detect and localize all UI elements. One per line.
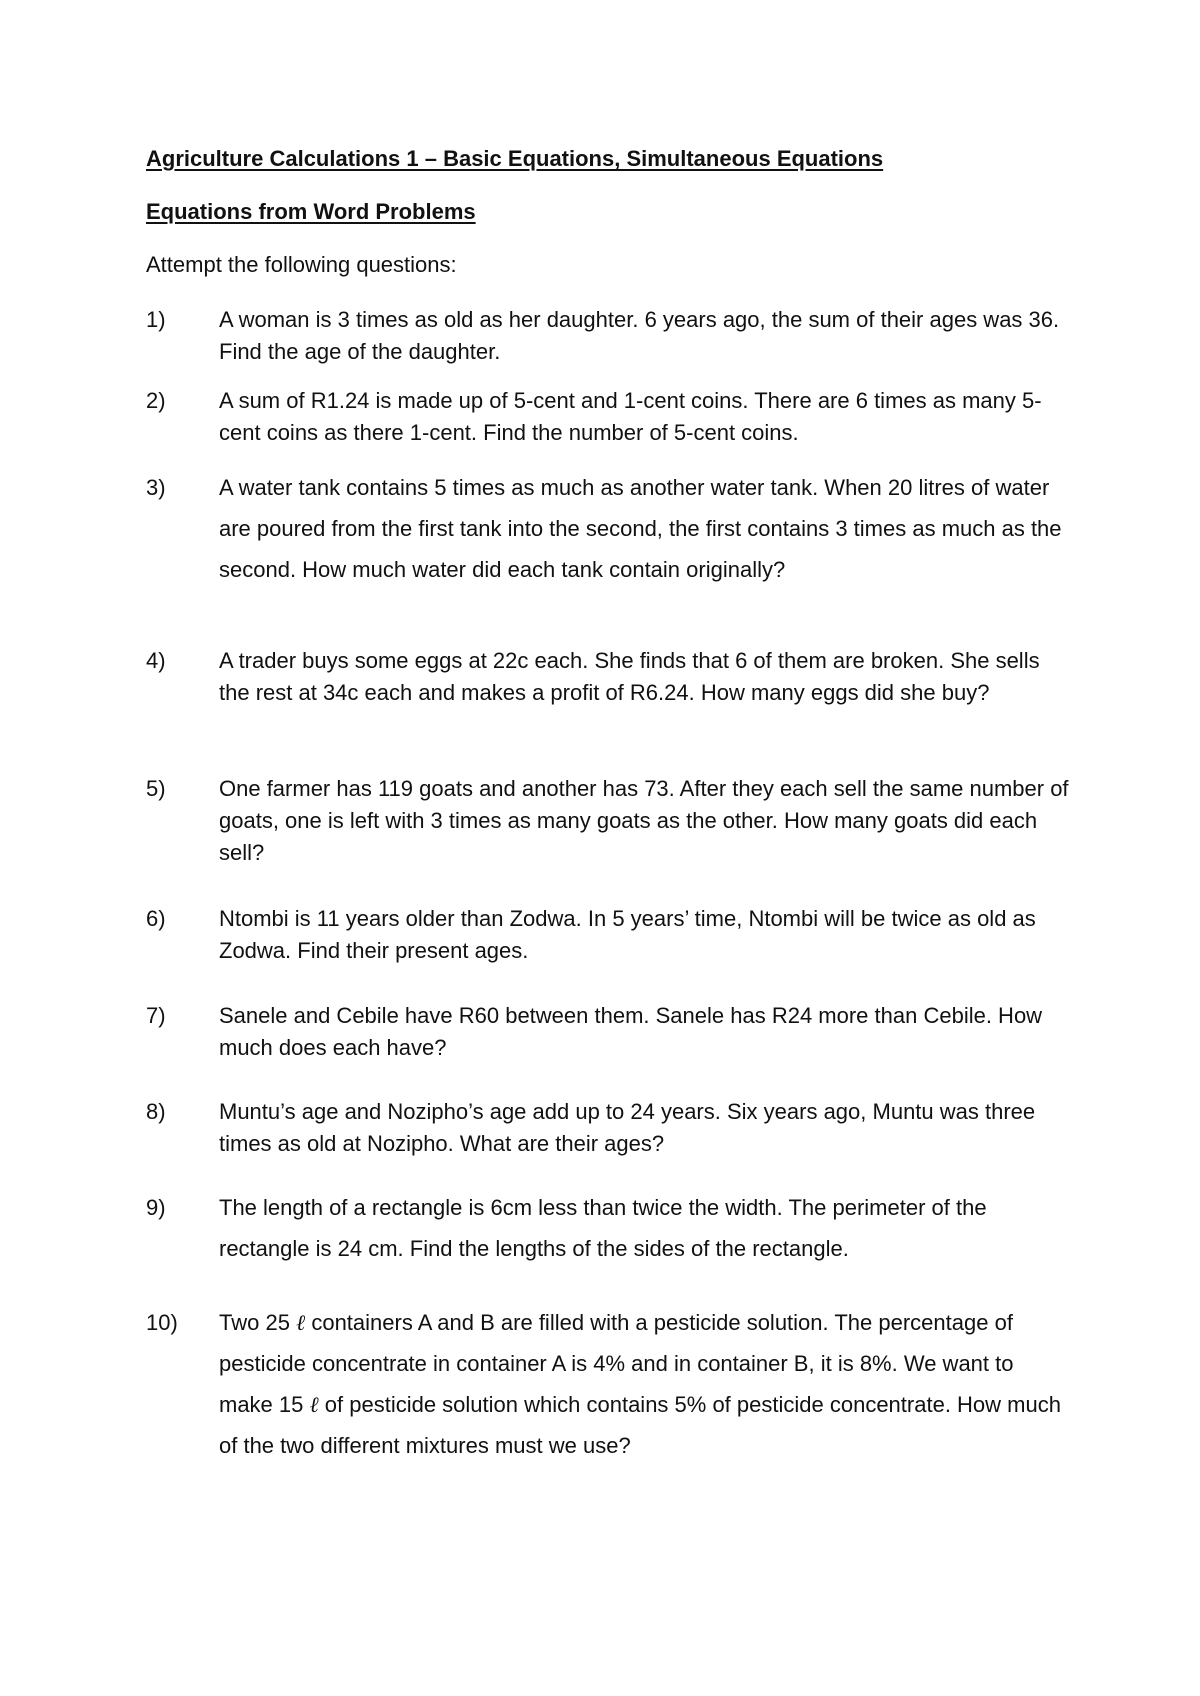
question-text: A water tank contains 5 times as much as another water tank. When 20 litres of water are poured from the first tank into the second, the first contains 3 times as much as the second. How much water did each tank contain originally? (219, 475, 1062, 582)
question-text: Muntu’s age and Nozipho’s age add up to 24 years. Six years ago, Muntu was three times as old at Nozipho. What are their ages? (219, 1099, 1036, 1156)
question-number: 5) (146, 776, 166, 801)
question-text: The length of a rectangle is 6cm less than twice the width. The perimeter of the rectangle is 24 cm. Find the lengths of the sides of the rectangle. (219, 1195, 987, 1261)
question-number: 1) (146, 307, 166, 332)
section-heading: Equations from Word Problems (146, 199, 476, 224)
question-number: 10) (146, 1310, 178, 1335)
text-segment: Two 25 (219, 1310, 297, 1335)
instructions: Attempt the following questions: (146, 252, 457, 277)
question-text (219, 1302, 1069, 1466)
question-number: 9) (146, 1195, 166, 1220)
question-text: One farmer has 119 goats and another has 73. After they each sell the same number of goats, one is left with 3 times as many goats as the other. How many goats did each sell? (219, 776, 1069, 865)
question-number: 4) (146, 648, 166, 673)
question-text: A sum of R1.24 is made up of 5-cent and 1-cent coins. There are 6 times as many 5-cent coins as there 1-cent. Find the number of 5-cent coins. (219, 388, 1042, 445)
question-text: Ntombi is 11 years older than Zodwa. In 5 years’ time, Ntombi will be twice as old as Zodwa. Find their present ages. (219, 906, 1036, 963)
question-number: 8) (146, 1099, 166, 1124)
question-text: A trader buys some eggs at 22c each. She finds that 6 of them are broken. She sells the rest at 34c each and makes a profit of R6.24. How many eggs did she buy? (219, 648, 1040, 705)
question-number: 7) (146, 1003, 166, 1028)
question-text: Sanele and Cebile have R60 between them. Sanele has R24 more than Cebile. How much does each have? (219, 1003, 1043, 1060)
text-segment: of pesticide solution which contains 5% of pesticide concentrate. How much of the two different mixtures must we use? (219, 1392, 1061, 1458)
text-segment: containers A and B are filled with a pesticide solution. The percentage of pesticide concentrate in container A is 4% and in container B, it is 8%. We want to make 15 (219, 1310, 1014, 1417)
question-text: A woman is 3 times as old as her daughter. 6 years ago, the sum of their ages was 36. Find the age of the daughter. (219, 307, 1060, 364)
question-number: 2) (146, 388, 166, 413)
litre-symbol: ℓ (309, 1392, 319, 1417)
question-number: 6) (146, 906, 166, 931)
page-title: Agriculture Calculations 1 – Basic Equations, Simultaneous Equations (146, 146, 884, 171)
question-number: 3) (146, 475, 166, 500)
litre-symbol: ℓ (296, 1310, 306, 1335)
